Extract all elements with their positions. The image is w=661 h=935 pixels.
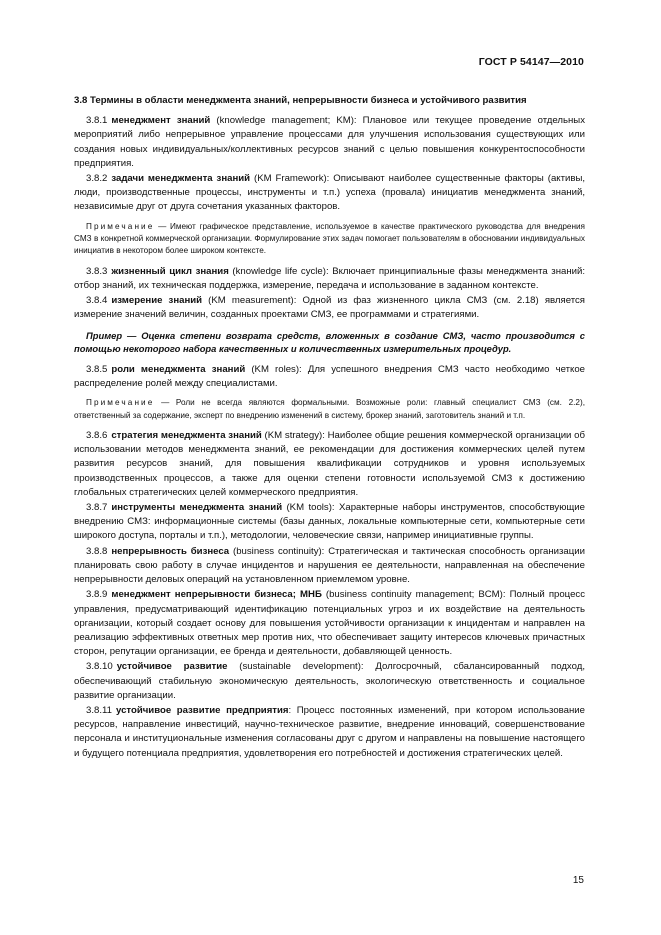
term-definition: (sustainable development): Долгосрочный, сбалансированный подход, обеспечивающий стабильную экономическую деятельность, экологическую ответственность и социальное развитие организации.	[74, 661, 585, 701]
term-3-8-1	[74, 114, 585, 171]
page-number: 15	[572, 875, 584, 886]
term-3-8-11	[74, 704, 585, 761]
note-label: Примечание	[86, 398, 155, 408]
term-name: менеджмент знаний	[111, 115, 211, 127]
term-definition: (KM measurement): Одной из фаз жизненного цикла СМЗ (см. 2.18) является измерение значений величин, созданных проектами СМЗ, ее программами и стратегиями.	[74, 295, 585, 321]
note-text: — Имеют графическое представление, используемое в качестве практического руководства для внедрения СМЗ в конкретной коммерческой организации. Формулирование этих задач помогает пользователям в обосновании индивидуальных инициатив в некотором более широком контексте.	[74, 221, 585, 256]
term-name: менеджмент непрерывности бизнеса; МНБ	[111, 589, 322, 601]
term-definition: (KM strategy): Наиболее общие решения коммерческой организации об использовании методов менеджмента знаний, ее рекомендации для достижения коммерческих целей путем развития ресурсов знаний, для повышения квалификации сотрудников и уровня используемых производственных процессов, а также для оценки степени готовности используемой СМЗ к достижению глобальных стратегических целей коммерческого предприятия.	[74, 430, 585, 498]
term-definition: (KM Framework): Описывают наиболее существенные факторы (активы, люди, производственные процессы, инструменты и т.п.) успеха (провала) инициатив менеджмента знаний, независимые друг от друга сочетания указанных факторов.	[74, 173, 586, 213]
term-name: непрерывность бизнеса	[111, 545, 230, 557]
term-name: измерение знаний	[111, 295, 203, 307]
term-number: 3.8.3	[86, 265, 108, 277]
term-3-8-4	[74, 294, 585, 322]
term-3-8-10	[74, 660, 585, 703]
term-number: 3.8.2	[86, 173, 108, 185]
term-definition: : Процесс постоянных изменений, при котором использование ресурсов, направление инвестиций, научно-техническое развитие, внедрение инноваций, совершенствование персонала и институциональные изменения согласованы друг с другом и направлены на повышение настоящего и будущего потенциала предприятия, удовлетворения его потребностей и достижения стратегических целей.	[74, 704, 585, 759]
term-number: 3.8.7	[86, 502, 108, 514]
note-2	[74, 397, 585, 422]
term-definition: (KM roles): Для успешного внедрения СМЗ часто необходимо четкое распределение ролей между специалистами.	[74, 363, 585, 390]
term-name: задачи менеджмента знаний	[111, 173, 251, 185]
term-3-8-3	[74, 265, 585, 293]
term-name: инструменты менеджмента знаний	[111, 502, 283, 514]
term-number: 3.8.4	[86, 295, 108, 307]
term-3-8-9	[74, 588, 585, 659]
example: Пример — Оценка степени возврата средств, вложенных в создание СМЗ, часто производится с помощью некоторого набора качественных и количественных измерительных процедур.	[74, 329, 585, 355]
term-number: 3.8.8	[86, 545, 108, 557]
term-number: 3.8.5	[86, 363, 108, 375]
term-number: 3.8.1	[86, 115, 108, 127]
document-header: ГОСТ Р 54147—2010	[478, 56, 584, 68]
section-title: 3.8 Термины в области менеджмента знаний, непрерывности бизнеса и устойчивого развития	[74, 95, 527, 106]
term-3-8-5	[74, 363, 585, 391]
term-3-8-2	[74, 172, 585, 215]
term-definition: (knowledge management; KM): Плановое или текущее проведение отдельных мероприятий либо непрерывное управление процессами для улучшения использования существующих или создания новых индивидуальных/коллективных ресурсов знаний с целью повышения конкурентоспособности предприятия.	[74, 115, 585, 169]
term-3-8-7	[74, 501, 585, 544]
term-3-8-8	[74, 545, 585, 588]
term-number: 3.8.10	[86, 661, 113, 673]
note-1	[74, 221, 585, 258]
term-definition: (business continuity management; BCM): Полный процесс управления, предусматривающий идентификацию потенциальных угроз и их воздействие на деятельность организации, который создает основу для повышения устойчивости организации к инцидентам и направлен на реализацию эффективных ответных мер против них, что обеспечивает защиту интересов ключевых причастных сторон, репутации организации, ее бренда и деятельности, добавляющей ценность.	[74, 589, 585, 658]
term-name: устойчивое развитие предприятия	[115, 704, 289, 716]
term-name: жизненный цикл знания	[111, 265, 229, 277]
term-name: роли менеджмента знаний	[111, 363, 246, 375]
term-definition: (business continuity): Стратегическая и тактическая способность организации планировать свою работу в случае инцидентов и нарушения ее деятельности, направленная на обеспечение непрерывности деловых операций на установленном приемлемом уровне.	[74, 545, 585, 586]
term-number: 3.8.11	[86, 704, 112, 716]
term-number: 3.8.6	[86, 430, 108, 442]
term-name: устойчивое развитие	[116, 661, 228, 673]
term-number: 3.8.9	[86, 589, 108, 601]
document-body	[74, 94, 585, 762]
note-label: Примечание	[86, 221, 155, 231]
term-definition: (KM tools): Характерные наборы инструментов, способствующие внедрению СМЗ: информационные системы (базы данных, локальные компьютерные сети, компьютерные сети широкого доступа, порталы и т.п.), методологии, человеческие связи, например инициативные группы.	[74, 502, 585, 542]
term-name: стратегия менеджмента знаний	[111, 430, 262, 442]
term-definition: (knowledge life cycle): Включает принципиальные фазы менеджмента знаний: отбор знаний, их техническая поддержка, измерение, передача и использование в заданном контексте.	[74, 265, 586, 292]
term-3-8-6	[74, 429, 585, 500]
note-text: — Роли не всегда являются формальными. Возможные роли: главный специалист СМЗ (см. 2.2), ответственный за содержание, эксперт по внедрению изменений в систему, брокер знаний, заготовитель знаний и т.п.	[74, 398, 585, 420]
